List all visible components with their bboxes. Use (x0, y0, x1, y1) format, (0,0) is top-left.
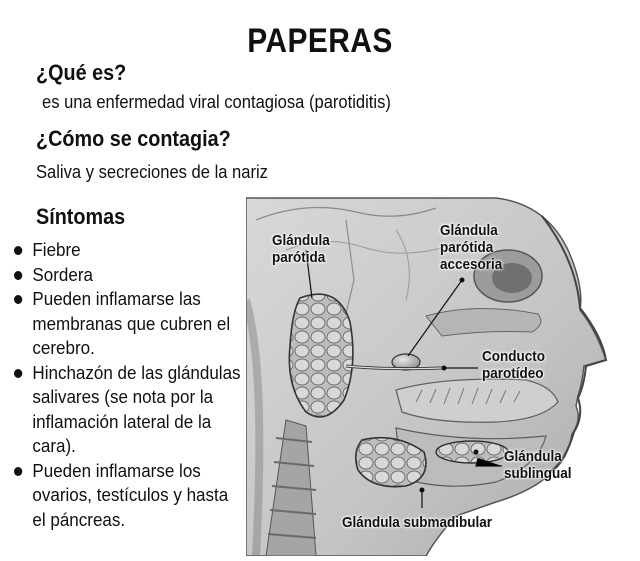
bullet-icon (14, 369, 22, 378)
symptom-item: Sordera (14, 263, 261, 288)
symptom-item: Hinchazón de las glándulas salivares (se nota por la inflamación lateral de la cara). (14, 361, 250, 459)
symptom-item: Pueden inflamarse los ovarios, testículos y hasta el páncreas. (14, 459, 242, 533)
symptom-item: Fiebre (14, 238, 261, 263)
label-accessory-parotid-gland: Glándula parótida accesoria (440, 222, 503, 273)
what-is-heading: ¿Qué es? (36, 60, 127, 85)
bullet-icon (14, 467, 22, 476)
label-submandibular-gland: Glándula submadibular (342, 514, 493, 531)
symptoms-heading: Síntomas (36, 204, 126, 229)
label-sublingual-gland: Glándula sublingual (504, 448, 572, 482)
contagion-text: Saliva y secreciones de la nariz (36, 162, 268, 182)
symptoms-list (14, 238, 246, 532)
symptom-item: Pueden inflamarse las membranas que cubren el cerebro. (14, 287, 242, 361)
contagion-heading: ¿Cómo se contagia? (36, 126, 231, 151)
label-parotid-duct: Conducto parotídeo (482, 348, 545, 382)
bullet-icon (14, 295, 22, 304)
head-anatomy-illustration (246, 190, 640, 556)
page-title: PAPERAS (247, 22, 393, 60)
what-is-text: es una enfermedad viral contagiosa (parotiditis) (42, 92, 391, 112)
label-parotid-gland: Glándula parótida (272, 232, 330, 266)
bullet-icon (14, 271, 22, 280)
bullet-icon (14, 246, 22, 255)
